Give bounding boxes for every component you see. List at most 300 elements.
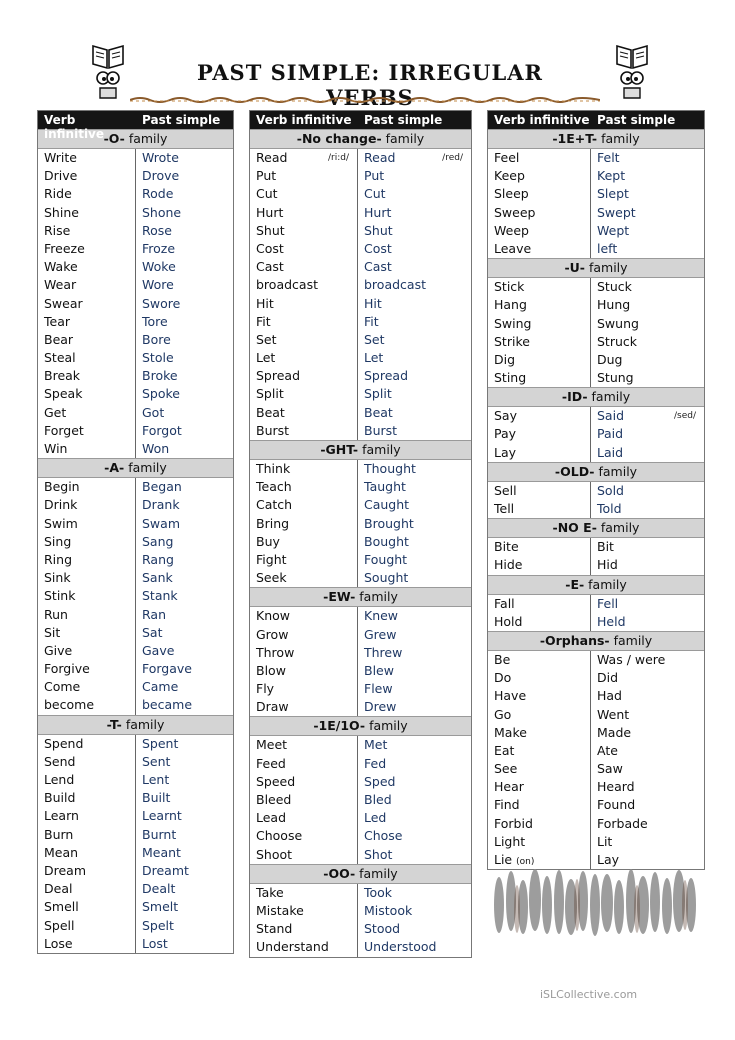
verb-past-simple — [358, 551, 471, 569]
infinitive-text: Speak — [44, 386, 83, 402]
past-text: Slept — [597, 186, 629, 202]
verb-infinitive — [38, 222, 136, 240]
infinitive-text: Learn — [44, 808, 79, 824]
verb-row — [38, 624, 233, 642]
past-text: Sank — [142, 570, 173, 586]
infinitive-text: Forget — [44, 422, 84, 438]
verb-past-simple — [136, 826, 233, 844]
past-text: Cut — [364, 186, 386, 202]
verb-past-simple — [591, 278, 704, 296]
verb-infinitive — [38, 844, 136, 862]
past-text: Split — [364, 386, 392, 402]
infinitive-text: Split — [256, 386, 284, 402]
verb-infinitive — [250, 920, 358, 938]
infinitive-text: Keep — [494, 168, 525, 184]
verb-past-simple — [136, 696, 233, 714]
infinitive-text: Spread — [256, 368, 301, 384]
verb-row — [488, 407, 704, 425]
verb-infinitive — [488, 351, 591, 369]
verb-row — [250, 149, 471, 167]
family-suffix: family — [600, 520, 640, 536]
family-suffix: family — [591, 389, 631, 405]
past-text: Saw — [597, 761, 623, 777]
verb-past-simple — [136, 349, 233, 367]
past-text: Hung — [597, 297, 631, 313]
infinitive-text: Read — [256, 150, 288, 165]
verb-past-simple — [591, 204, 704, 222]
infinitive-text: Take — [256, 884, 284, 900]
verb-row — [250, 662, 471, 680]
verb-infinitive — [250, 496, 358, 514]
header-past-simple: Past simple — [142, 113, 221, 127]
verb-row — [250, 367, 471, 385]
family-name: -OLD- — [554, 463, 595, 479]
infinitive-text: Sleep — [494, 186, 529, 202]
verb-row — [488, 204, 704, 222]
verb-row — [38, 276, 233, 294]
past-text: Fit — [364, 313, 379, 329]
infinitive-text: Build — [44, 790, 76, 806]
verb-past-simple — [136, 606, 233, 624]
pronunciation-note: /sed/ — [673, 411, 696, 422]
verb-past-simple — [136, 771, 233, 789]
family-heading-1e-t — [488, 129, 704, 149]
verb-past-simple — [358, 569, 471, 587]
verb-infinitive — [250, 846, 358, 864]
past-text: Came — [142, 679, 179, 695]
verb-row — [488, 278, 704, 296]
verb-past-simple — [358, 662, 471, 680]
verb-row — [38, 440, 233, 458]
verb-row — [38, 587, 233, 605]
verb-past-simple — [136, 149, 233, 167]
infinitive-text: Rise — [44, 222, 71, 238]
family-heading-orphans — [488, 631, 704, 651]
verb-past-simple — [136, 678, 233, 696]
verb-infinitive — [250, 698, 358, 716]
verb-infinitive — [38, 185, 136, 203]
verb-infinitive — [488, 482, 591, 500]
verb-row — [250, 167, 471, 185]
past-text: Dreamt — [142, 862, 189, 878]
verb-table-column-3 — [487, 110, 705, 870]
verb-past-simple — [136, 880, 233, 898]
verb-row — [250, 569, 471, 587]
verb-row — [250, 422, 471, 440]
verb-row — [250, 698, 471, 716]
verb-infinitive — [250, 569, 358, 587]
infinitive-text: Send — [44, 753, 76, 769]
verb-row — [488, 595, 704, 613]
verb-past-simple — [591, 333, 704, 351]
infinitive-text: Eat — [494, 742, 515, 758]
infinitive-text: Draw — [256, 699, 289, 715]
infinitive-text: Know — [256, 608, 290, 624]
verb-row — [488, 556, 704, 574]
family-name: -No change- — [296, 131, 382, 146]
family-name: -ID- — [561, 389, 588, 405]
infinitive-text: Cost — [256, 240, 284, 256]
verb-past-simple — [591, 651, 704, 669]
verb-infinitive — [250, 884, 358, 902]
past-text: Bore — [142, 331, 171, 347]
verb-row — [250, 258, 471, 276]
verb-row — [250, 496, 471, 514]
verb-row — [488, 167, 704, 185]
infinitive-text: Fight — [256, 551, 287, 567]
verb-past-simple — [358, 938, 471, 956]
verb-row — [488, 651, 704, 669]
infinitive-text: Do — [494, 670, 512, 686]
verb-past-simple — [591, 687, 704, 705]
infinitive-text: Tell — [494, 501, 515, 516]
infinitive-text: Understand — [256, 939, 329, 955]
verb-past-simple — [591, 315, 704, 333]
verb-row — [38, 496, 233, 514]
family-name: -NO E- — [552, 520, 597, 536]
past-text: Ate — [597, 742, 618, 758]
verb-infinitive — [488, 613, 591, 631]
infinitive-text: Burst — [256, 422, 290, 438]
family-suffix: family — [128, 131, 168, 146]
verb-infinitive — [250, 331, 358, 349]
verb-row — [488, 613, 704, 631]
infinitive-text: Shut — [256, 222, 285, 238]
infinitive-text: Burn — [44, 826, 74, 842]
verb-infinitive — [488, 833, 591, 851]
past-text: Wrote — [142, 150, 179, 165]
verb-past-simple — [358, 644, 471, 662]
infinitive-text: Stand — [256, 921, 293, 937]
past-text: Shut — [364, 222, 393, 238]
verb-row — [250, 349, 471, 367]
verb-past-simple — [591, 149, 704, 167]
verb-past-simple — [136, 807, 233, 825]
family-suffix: family — [598, 463, 638, 479]
verb-infinitive — [488, 556, 591, 574]
verb-row — [488, 315, 704, 333]
infinitive-text: Beat — [256, 404, 285, 420]
verb-past-simple — [591, 167, 704, 185]
family-heading-ew — [250, 587, 471, 607]
verb-infinitive — [38, 696, 136, 714]
infinitive-text: Think — [256, 461, 291, 476]
past-text: Lit — [597, 833, 613, 849]
verb-past-simple — [591, 556, 704, 574]
past-text: Fed — [364, 755, 387, 771]
verb-row — [38, 349, 233, 367]
verb-row — [250, 884, 471, 902]
verb-table-column-2 — [249, 110, 472, 958]
verb-row — [488, 240, 704, 258]
infinitive-text: Shine — [44, 204, 79, 220]
verb-infinitive — [488, 204, 591, 222]
past-text: Sped — [364, 773, 396, 789]
verb-row — [488, 296, 704, 314]
past-text: Rode — [142, 186, 174, 202]
past-text: Sold — [597, 482, 624, 498]
verb-infinitive — [38, 678, 136, 696]
verb-row — [488, 149, 704, 167]
verb-past-simple — [136, 898, 233, 916]
past-text: Blew — [364, 662, 394, 678]
past-text: Swung — [597, 315, 639, 331]
infinitive-text: Put — [256, 168, 277, 184]
infinitive-text: Find — [494, 797, 520, 813]
site-footer: iSLCollective.com — [540, 988, 638, 1001]
family-suffix: family — [359, 865, 398, 881]
verb-row — [488, 351, 704, 369]
past-text: Brought — [364, 515, 414, 531]
verb-row — [250, 680, 471, 698]
verb-infinitive — [38, 385, 136, 403]
verb-row — [250, 644, 471, 662]
past-text: Had — [597, 688, 622, 704]
verb-past-simple — [136, 313, 233, 331]
verb-row — [250, 920, 471, 938]
infinitive-text: broadcast — [256, 277, 318, 293]
verb-row — [488, 669, 704, 687]
verb-infinitive — [488, 240, 591, 258]
infinitive-text: See — [494, 761, 518, 777]
infinitive-text: Bear — [44, 331, 74, 347]
past-text: Wept — [597, 222, 630, 238]
infinitive-text: Hit — [256, 295, 274, 311]
past-text: Bought — [364, 533, 409, 549]
family-heading-t — [38, 715, 233, 735]
family-suffix: family — [362, 442, 401, 457]
past-text: Forgot — [142, 422, 182, 438]
verb-row — [250, 385, 471, 403]
verb-row — [250, 478, 471, 496]
past-text: Built — [142, 790, 171, 806]
verb-row — [488, 742, 704, 760]
past-text: Thought — [364, 461, 416, 476]
verb-row — [38, 606, 233, 624]
verb-infinitive — [250, 185, 358, 203]
verb-row — [250, 185, 471, 203]
infinitive-text: Deal — [44, 881, 73, 897]
verb-infinitive — [250, 809, 358, 827]
verb-past-simple — [591, 706, 704, 724]
past-text: Lay — [597, 852, 620, 867]
infinitive-text: Lay — [494, 444, 517, 460]
family-suffix: family — [359, 589, 398, 605]
verb-infinitive — [488, 778, 591, 796]
past-text: Spoke — [142, 386, 181, 402]
infinitive-text: Begin — [44, 479, 80, 495]
infinitive-text: Make — [494, 724, 527, 740]
verb-infinitive — [250, 167, 358, 185]
verb-row — [38, 917, 233, 935]
verb-row — [250, 222, 471, 240]
verb-past-simple — [358, 791, 471, 809]
past-text: Found — [597, 797, 636, 813]
verb-past-simple — [591, 613, 704, 631]
infinitive-text: Give — [44, 642, 73, 658]
verb-past-simple — [358, 460, 471, 478]
verb-infinitive — [488, 333, 591, 351]
family-name: -OO- — [323, 865, 356, 881]
verb-past-simple — [591, 760, 704, 778]
verb-infinitive — [38, 167, 136, 185]
verb-past-simple — [358, 533, 471, 551]
verb-row — [38, 569, 233, 587]
infinitive-text: Go — [494, 706, 512, 722]
verb-infinitive — [488, 500, 591, 518]
verb-past-simple — [358, 331, 471, 349]
verb-row — [38, 149, 233, 167]
family-name: -T- — [106, 716, 122, 732]
past-text: Was / were — [597, 651, 666, 667]
verb-past-simple — [358, 809, 471, 827]
verb-infinitive — [250, 551, 358, 569]
verb-row — [250, 533, 471, 551]
past-text: Lent — [142, 772, 170, 787]
verb-row — [38, 771, 233, 789]
infinitive-text: Teach — [256, 479, 292, 495]
verb-past-simple — [358, 736, 471, 754]
infinitive-text: Drink — [44, 497, 78, 513]
verb-infinitive — [250, 644, 358, 662]
infinitive-text: Bleed — [256, 792, 292, 807]
verb-infinitive — [38, 826, 136, 844]
infinitive-text: Grow — [256, 626, 289, 642]
verb-past-simple — [591, 796, 704, 814]
past-text: Cast — [364, 259, 392, 275]
verb-past-simple — [136, 478, 233, 496]
infinitive-text: Seek — [256, 570, 287, 586]
verb-infinitive — [250, 385, 358, 403]
verb-past-simple — [591, 444, 704, 462]
verb-past-simple — [358, 827, 471, 845]
past-text: Dug — [597, 351, 623, 367]
verb-past-simple — [136, 404, 233, 422]
verb-past-simple — [136, 624, 233, 642]
verb-infinitive — [38, 349, 136, 367]
verb-infinitive — [38, 789, 136, 807]
verb-past-simple — [591, 407, 704, 425]
past-text: Said — [597, 408, 625, 424]
column-header-row — [250, 111, 471, 129]
verb-table-column-1 — [37, 110, 234, 954]
verb-infinitive — [250, 276, 358, 294]
verb-infinitive — [250, 938, 358, 956]
verb-infinitive — [38, 624, 136, 642]
family-heading-u — [488, 258, 704, 278]
verb-past-simple — [358, 313, 471, 331]
verb-past-simple — [136, 440, 233, 458]
verb-past-simple — [358, 755, 471, 773]
past-text: Swept — [597, 204, 636, 220]
verb-past-simple — [358, 478, 471, 496]
verb-row — [38, 660, 233, 678]
infinitive-text: Feed — [256, 755, 286, 771]
family-heading-id — [488, 387, 704, 407]
verb-row — [488, 815, 704, 833]
family-suffix: family — [128, 460, 167, 476]
title-decorative-rule — [130, 96, 600, 104]
family-heading-a — [38, 458, 233, 478]
verb-past-simple — [591, 425, 704, 443]
past-text: broadcast — [364, 277, 426, 293]
infinitive-text: Sting — [494, 370, 527, 386]
title-area — [90, 40, 650, 110]
past-text: Stank — [142, 588, 178, 604]
verb-infinitive — [488, 425, 591, 443]
past-text: Stole — [142, 350, 174, 366]
past-text: Paid — [597, 426, 624, 442]
verb-infinitive — [38, 569, 136, 587]
verb-infinitive — [38, 258, 136, 276]
infinitive-text: Freeze — [44, 240, 85, 256]
verb-infinitive — [250, 680, 358, 698]
past-text: Won — [142, 441, 170, 456]
verb-past-simple — [136, 385, 233, 403]
verb-past-simple — [591, 538, 704, 556]
past-text: Bled — [364, 792, 392, 807]
past-text: Caught — [364, 497, 410, 513]
infinitive-text: Forgive — [44, 661, 90, 677]
verb-past-simple — [136, 367, 233, 385]
verb-row — [38, 862, 233, 880]
reading-book-icon — [90, 42, 126, 102]
verb-row — [488, 796, 704, 814]
verb-infinitive — [38, 735, 136, 753]
verb-infinitive — [488, 278, 591, 296]
past-text: Shone — [142, 204, 182, 220]
infinitive-text: Hold — [494, 613, 523, 629]
infinitive-text: Bite — [494, 539, 519, 555]
past-text: Swam — [142, 515, 180, 531]
past-text: Made — [597, 724, 632, 740]
verb-row — [250, 773, 471, 791]
infinitive-text: Feel — [494, 150, 520, 165]
verb-infinitive — [488, 315, 591, 333]
verb-infinitive — [38, 295, 136, 313]
family-suffix: family — [369, 718, 408, 734]
past-text: Burst — [364, 422, 398, 438]
verb-infinitive — [38, 515, 136, 533]
past-text: Led — [364, 810, 387, 826]
verb-row — [488, 185, 704, 203]
past-text: Sent — [142, 753, 171, 769]
infinitive-text: Run — [44, 606, 68, 622]
past-text: Wore — [142, 277, 174, 293]
verb-past-simple — [358, 240, 471, 258]
past-text: Kept — [597, 168, 626, 184]
verb-row — [250, 938, 471, 956]
past-text: Met — [364, 737, 388, 753]
verb-past-simple — [591, 369, 704, 387]
past-text: Smelt — [142, 899, 179, 915]
infinitive-text: Mean — [44, 844, 79, 860]
verb-row — [250, 607, 471, 625]
verb-infinitive — [488, 444, 591, 462]
past-text: Stuck — [597, 279, 632, 295]
verb-infinitive — [250, 478, 358, 496]
verb-infinitive — [38, 642, 136, 660]
family-suffix: family — [125, 716, 165, 732]
infinitive-text: Sweep — [494, 204, 536, 220]
infinitive-text: Shoot — [256, 846, 293, 862]
verb-infinitive — [250, 533, 358, 551]
infinitive-text: Drive — [44, 168, 78, 184]
past-text: Took — [364, 884, 393, 900]
verb-infinitive — [488, 407, 591, 425]
past-text: Fell — [597, 595, 619, 611]
infinitive-text: Write — [44, 150, 78, 165]
